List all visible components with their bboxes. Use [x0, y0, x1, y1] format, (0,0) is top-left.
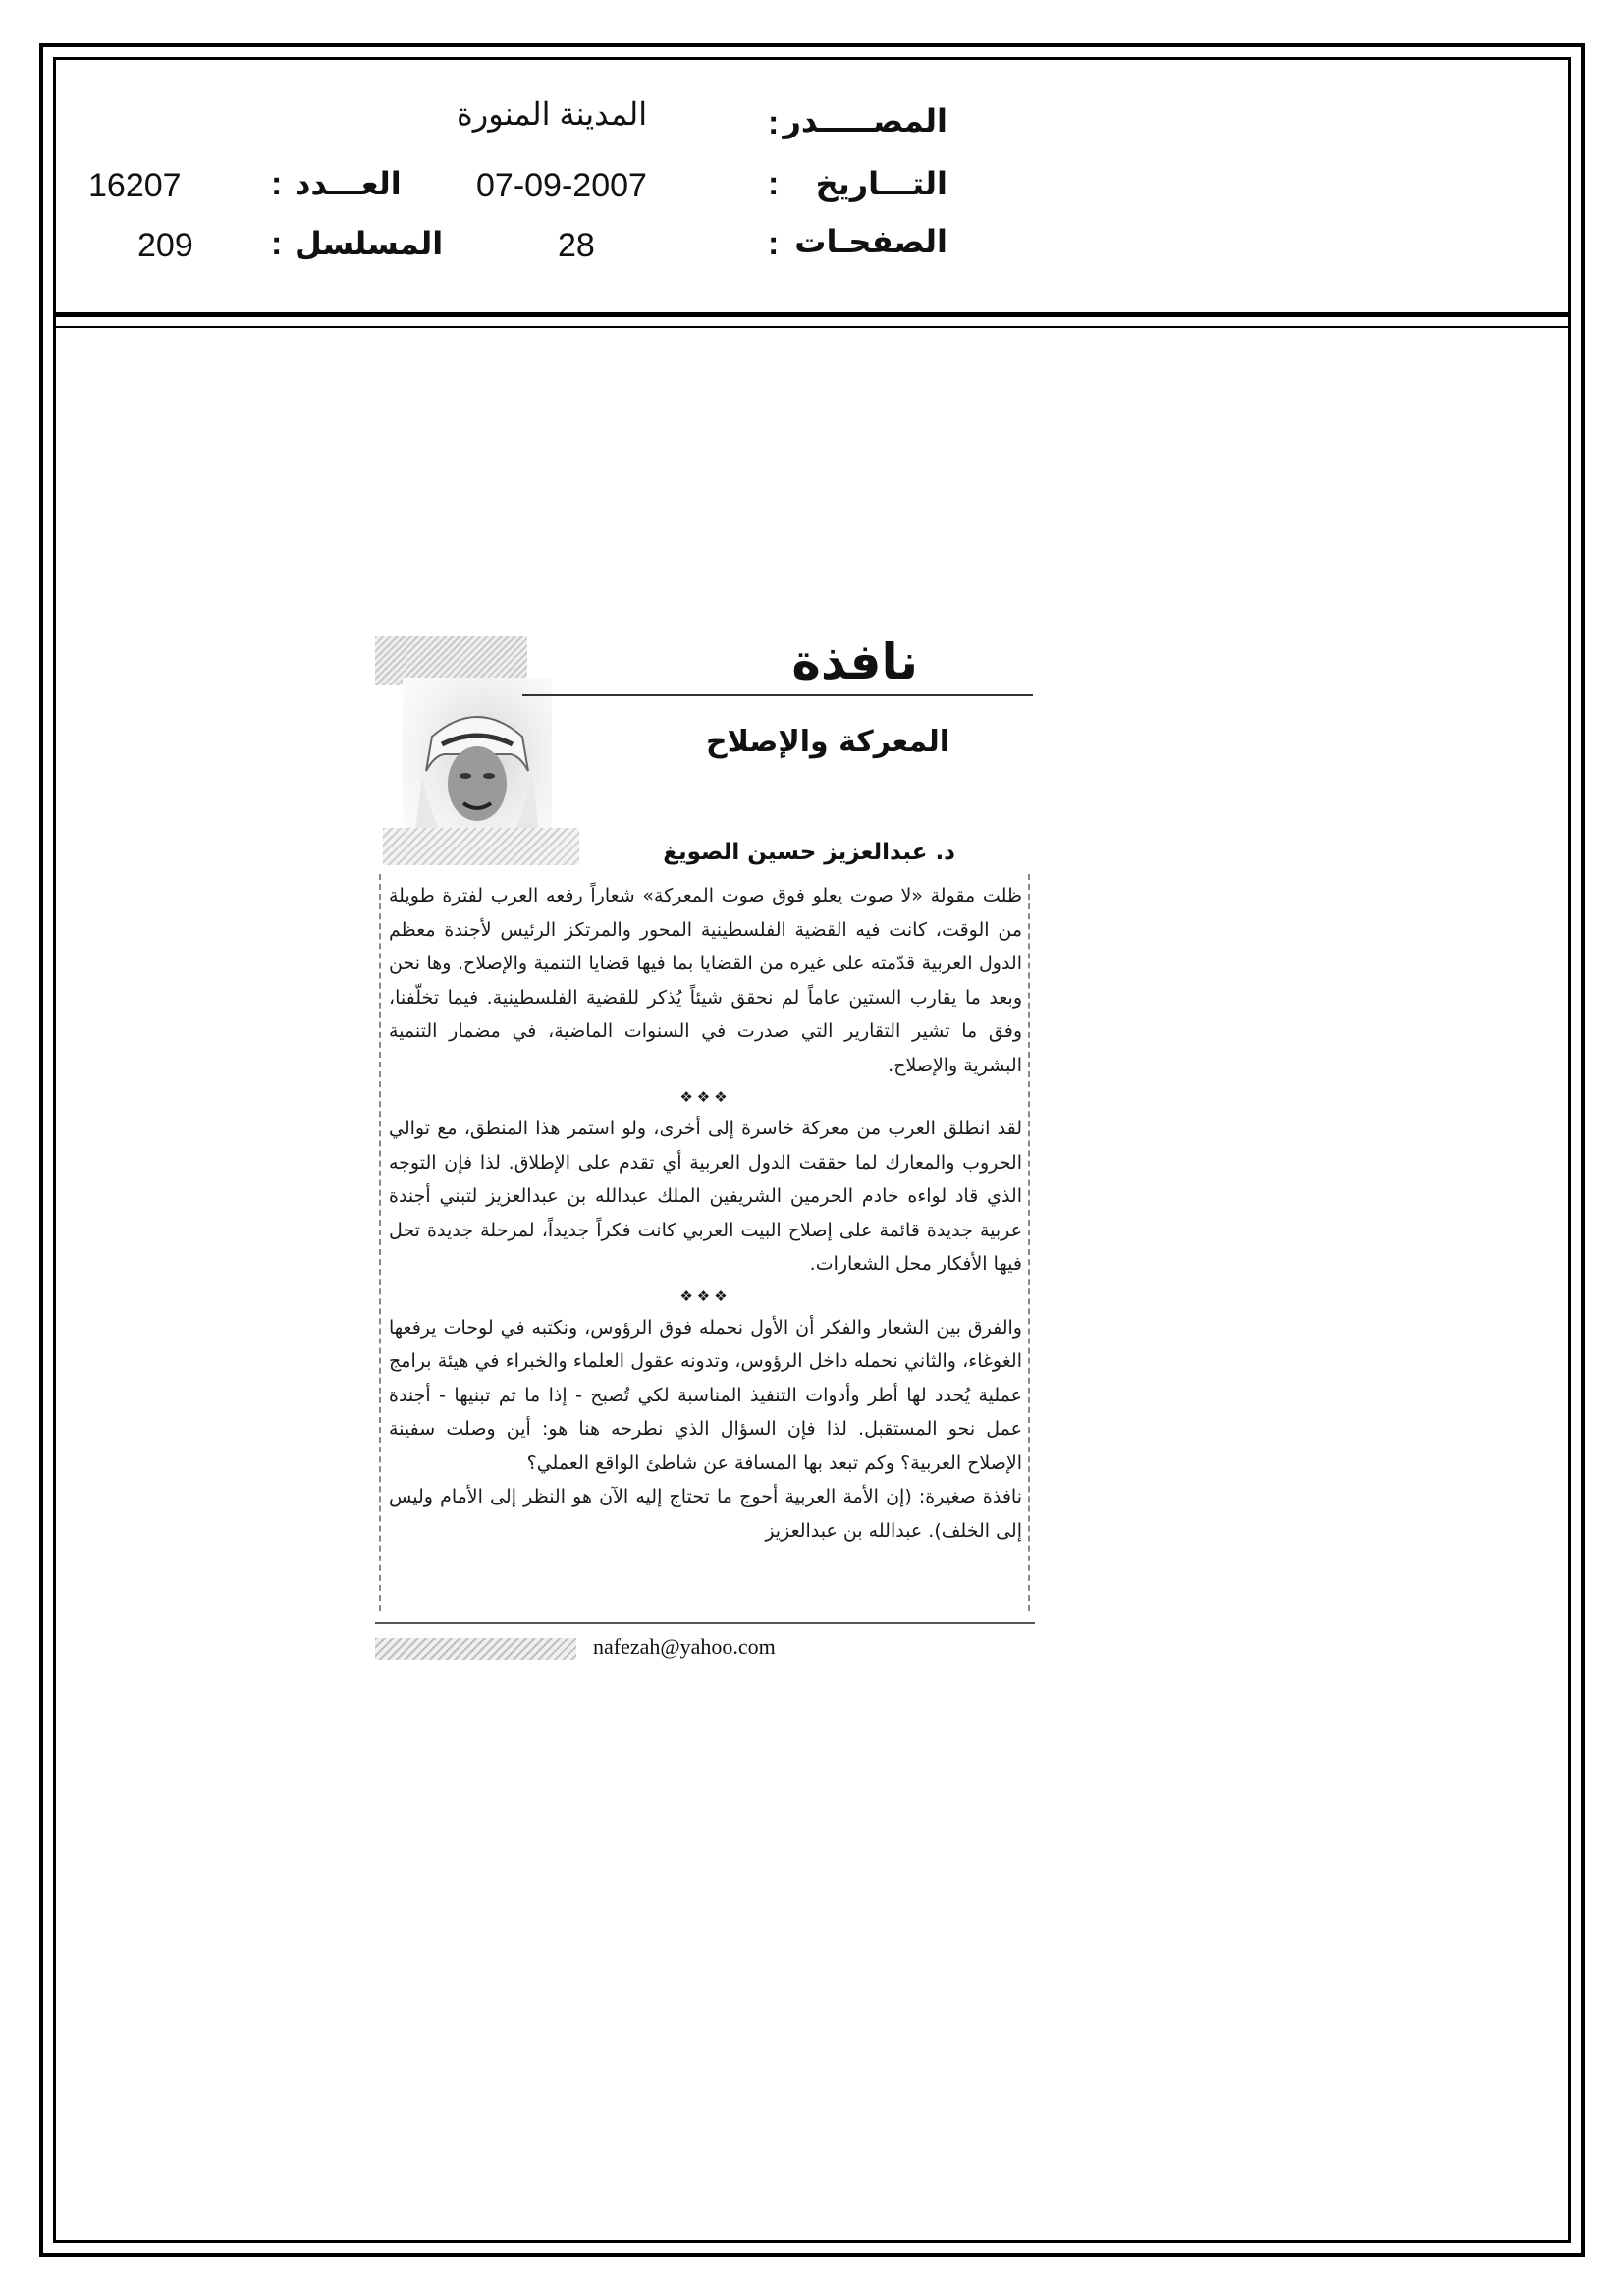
- article-body: [389, 879, 1022, 1548]
- date-label: التـــاريخ: [815, 165, 947, 202]
- halftone-band: [383, 828, 579, 865]
- article-author: د. عبدالعزيز حسين الصويغ: [663, 840, 955, 865]
- source-colon: :: [768, 104, 780, 141]
- pages-colon: :: [768, 225, 780, 262]
- halftone-band: [375, 1638, 576, 1660]
- article-title: المعركة والإصلاح: [706, 725, 949, 759]
- source-label: المصـــــدر: [783, 102, 947, 139]
- serial-value: 209: [137, 227, 193, 264]
- author-email: nafezah@yahoo.com: [593, 1634, 776, 1659]
- issue-label: العـــدد: [295, 165, 402, 202]
- section-separator: ❖❖❖: [679, 1088, 731, 1106]
- source-value: المدينة المنورة: [457, 96, 648, 132]
- newspaper-clipping: [375, 633, 1036, 1669]
- date-colon: :: [768, 165, 780, 202]
- article-paragraph: لقد انطلق العرب من معركة خاسرة إلى أخرى، ولو استمر هذا المنطق، مع توالي الحروب والمعارك لما حققت الدول العربية أي تقدم على الإطلاق. لذا فإن التوجه الذي قاد لواءه خادم الحرمين الشريفين الملك عبدالله بن عبدالعزيز لتبني أجندة عربية جديدة قائمة على إصلاح البيت العربي كانت فكراً جديداً، لمرحلة جديدة تحل فيها الأفكار محل الشعارات.: [389, 1118, 1022, 1275]
- serial-colon: :: [271, 225, 283, 262]
- column-name: نافذة: [791, 633, 918, 690]
- pages-value: 28: [558, 227, 595, 264]
- pages-label: الصفحـات: [794, 223, 947, 260]
- clipping-edge: [1028, 874, 1032, 1611]
- clipping-bottom-rule: [375, 1622, 1035, 1624]
- header-divider-thin: [53, 326, 1571, 328]
- masthead-rule: [522, 694, 1033, 696]
- section-separator: ❖❖❖: [679, 1286, 731, 1305]
- article-paragraph: ظلت مقولة «لا صوت يعلو فوق صوت المعركة» شعاراً رفعه العرب لفترة طويلة من الوقت، كانت فيه القضية الفلسطينية المحور والمرتكز الرئيس لأجندة معظم الدول العربية قدّمته على غيره من القضايا بما فيها قضايا التنمية والإصلاح. وها نحن وبعد ما يقارب الستين عاماً لم نحقق شيئاً يُذكر للقضية الفلسطينية. فيما تخلّفنا، وفق ما تشير التقارير التي صدرت في السنوات الماضية، في مضمار التنمية البشرية والإصلاح.: [389, 885, 1022, 1076]
- closing-quote: نافذة صغيرة: (إن الأمة العربية أحوج ما تحتاج إليه الآن هو النظر إلى الأمام وليس إلى الخلف). عبدالله بن عبدالعزيز: [389, 1486, 1022, 1542]
- clipping-edge: [379, 874, 383, 1611]
- header-divider: [53, 312, 1571, 317]
- date-value: 07-09-2007: [476, 167, 647, 204]
- article-paragraph: والفرق بين الشعار والفكر أن الأول نحمله فوق الرؤوس، ونكتبه في لوحات يرفعها الغوغاء، والثاني نحمله داخل الرؤوس، وتدونه عقول العلماء والخبراء في هيئة برامج عملية يُحدد لها أطر وأدوات التنفيذ المناسبة لكي تُصبح - إذا ما تم تبنيها - أجندة عمل نحو المستقبل. لذا فإن السؤال الذي نطرحه هنا هو: أين وصلت سفينة الإصلاح العربية؟ وكم تبعد بها المسافة عن شاطئ الواقع العملي؟: [389, 1316, 1022, 1474]
- serial-label: المسلسل: [295, 225, 444, 262]
- issue-value: 16207: [88, 167, 182, 204]
- issue-colon: :: [271, 165, 283, 202]
